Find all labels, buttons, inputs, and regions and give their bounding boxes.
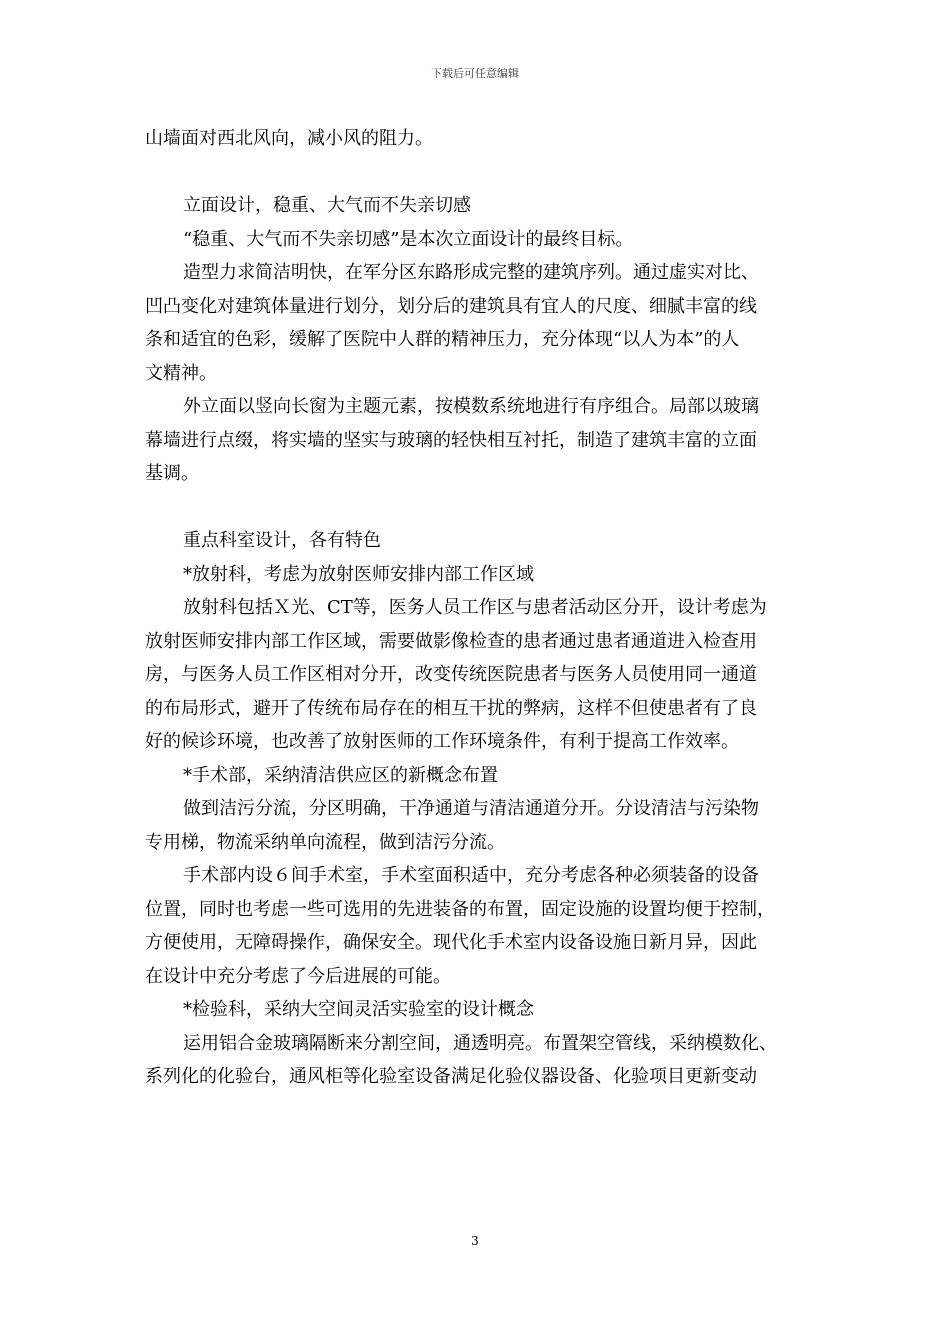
page-header: 下载后可任意编辑 [431,67,519,80]
text-line: 做到洁污分流，分区明确，干净通道与清洁通道分开。分设清洁与污染物 [183,798,759,819]
text-line: 的布局形式，避开了传统布局存在的相互干扰的弊病，这样不但使患者有了良 [145,697,757,719]
text-line: 位置，同时也考虑一些可选用的先进装备的布置，固定设施的设置均便于控制， [145,898,775,920]
text-line: 系列化的化验台，通风柜等化验室设备满足化验仪器设备、化验项目更新变动 [145,1066,757,1087]
subheading-laboratory: *检验科，采纳大空间灵活实验室的设计概念 [183,999,534,1020]
blank-line [145,491,810,525]
text-line: “稳重、大气而不失亲切感”是本次立面设计的最终目标。 [183,228,634,250]
text-line: 造型力求简洁明快，在军分区东路形成完整的建筑序列。通过虚实对比、 [183,262,759,283]
section-heading-departments: 重点科室设计，各有特色 [183,530,381,551]
text-line: 基调。 [145,463,199,484]
text-line: 好的候诊环境，也改善了放射医师的工作环境条件，有利于提高工作效率。 [145,731,739,752]
text-line: 运用铝合金玻璃隔断来分割空间，通透明亮。布置架空管线，采纳模数化、 [183,1032,777,1054]
blank-line [145,156,810,190]
text-line: 在设计中充分考虑了今后进展的可能。 [145,965,451,987]
text-line: 专用梯，物流采纳单向流程，做到洁污分流。 [145,831,505,853]
text-line: 放射医师安排内部工作区域，需要做影像检查的患者通过患者通道进入检查用 [145,630,757,652]
text-line: 幕墙进行点缀，将实墙的坚实与玻璃的轻快相互衬托，制造了建筑丰富的立面 [145,429,757,451]
text-line: 方便使用，无障碍操作，确保安全。现代化手术室内设备设施日新月异，因此 [145,932,757,953]
text-line: 凹凸变化对建筑体量进行划分，划分后的建筑具有宜人的尺度、细腻丰富的线 [145,295,757,317]
section-heading-facade: 立面设计，稳重、大气而不失亲切感 [183,195,471,216]
subheading-surgery: *手术部，采纳清洁供应区的新概念布置 [183,764,498,786]
text-line: 外立面以竖向长窗为主题元素，按模数系统地进行有序组合。局部以玻璃 [183,396,759,417]
text-line: 山墙面对西北风向，减小风的阻力。 [145,128,433,149]
document-body [145,122,810,1094]
text-line: 手术部内设６间手术室，手术室面积适中，充分考虑各种必须装备的设备 [183,865,759,886]
subheading-radiology: *放射科，考虑为放射医师安排内部工作区域 [183,563,534,585]
text-line: 文精神。 [145,362,217,384]
text-line: 放射科包括Ｘ光、CT等，医务人员工作区与患者活动区分开，设计考虑为 [183,597,767,618]
page-number: 3 [471,1234,479,1248]
text-line: 房，与医务人员工作区相对分开，改变传统医院患者与医务人员使用同一通道 [145,664,757,685]
text-line: 条和适宜的色彩，缓解了医院中人群的精神压力，充分体现“以人为本”的人 [145,329,740,350]
